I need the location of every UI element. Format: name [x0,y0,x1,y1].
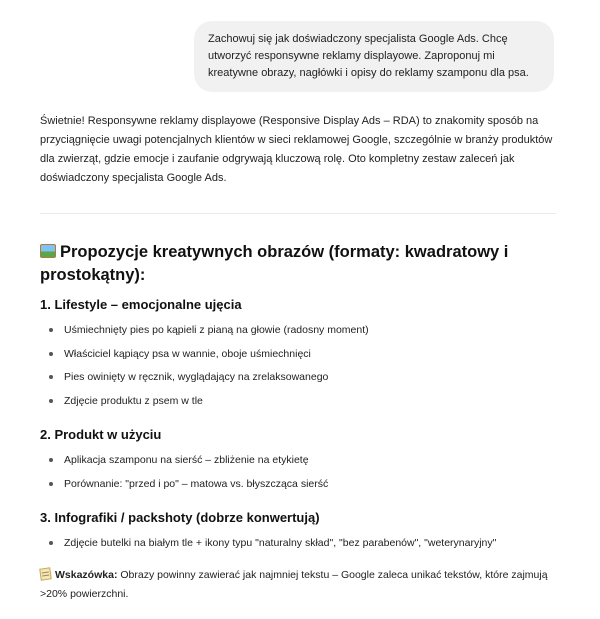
list-item: Zdjęcie butelki na białym tle + ikony typu "naturalny skład", "bez parabenów", "weterynaryjny" [40,535,496,559]
section-heading-text: Propozycje kreatywnych obrazów (formaty: kwadratowy i prostokątny): [40,243,509,284]
tip-label: Wskazówka: [55,569,118,581]
assistant-intro: Świetnie! Responsywne reklamy displayowe (Responsive Display Ads – RDA) to znakomity sposób na przyciągnięcie uwagi potencjalnych klientów w sieci reklamowej Google, szczególnie w branży produktów dla zwierząt, gdzie emocje i zaufanie odgrywają kluczową rolę. Oto kompletny zestaw zaleceń jak doświadczony specjalista Google Ads. [40,115,553,184]
list-item: Pies owinięty w ręcznik, wyglądający na zrelaksowanego [40,369,369,393]
subsection-heading-product: 2. Produkt w użyciu [40,427,162,442]
tip-paragraph [40,566,560,604]
user-message-text: Zachowuj się jak doświadczony specjalista Google Ads. Chcę utworzyć responsywne reklamy displayowe. Zaproponuj mi kreatywne obrazy, nagłówki i opisy do reklamy szamponu dla psa. [208,33,529,79]
user-message-bubble [194,21,554,92]
section-divider [40,213,556,214]
infographics-list [40,535,496,559]
list-item: Zdjęcie produktu z psem w tle [40,393,369,417]
list-item: Uśmiechnięty pies po kąpieli z pianą na głowie (radosny moment) [40,322,369,346]
tip-text: Obrazy powinny zawierać jak najmniej tekstu – Google zaleca unikać tekstów, które zajmują >20% powierzchni. [40,569,548,600]
subsection-heading-infographics: 3. Infografiki / packshoty (dobrze konwertują) [40,510,320,525]
lifestyle-list [40,322,369,416]
list-item: Aplikacja szamponu na sierść – zbliżenie na etykietę [40,452,328,476]
framed-picture-icon [40,244,56,258]
list-item: Porównanie: "przed i po" – matowa vs. błyszcząca sierść [40,476,328,500]
memo-icon [39,567,52,580]
list-item: Właściciel kąpiący psa w wannie, oboje uśmiechnięci [40,346,369,370]
section-heading [40,241,540,287]
subsection-heading-lifestyle: 1. Lifestyle – emocjonalne ujęcia [40,297,242,312]
product-list [40,452,328,499]
